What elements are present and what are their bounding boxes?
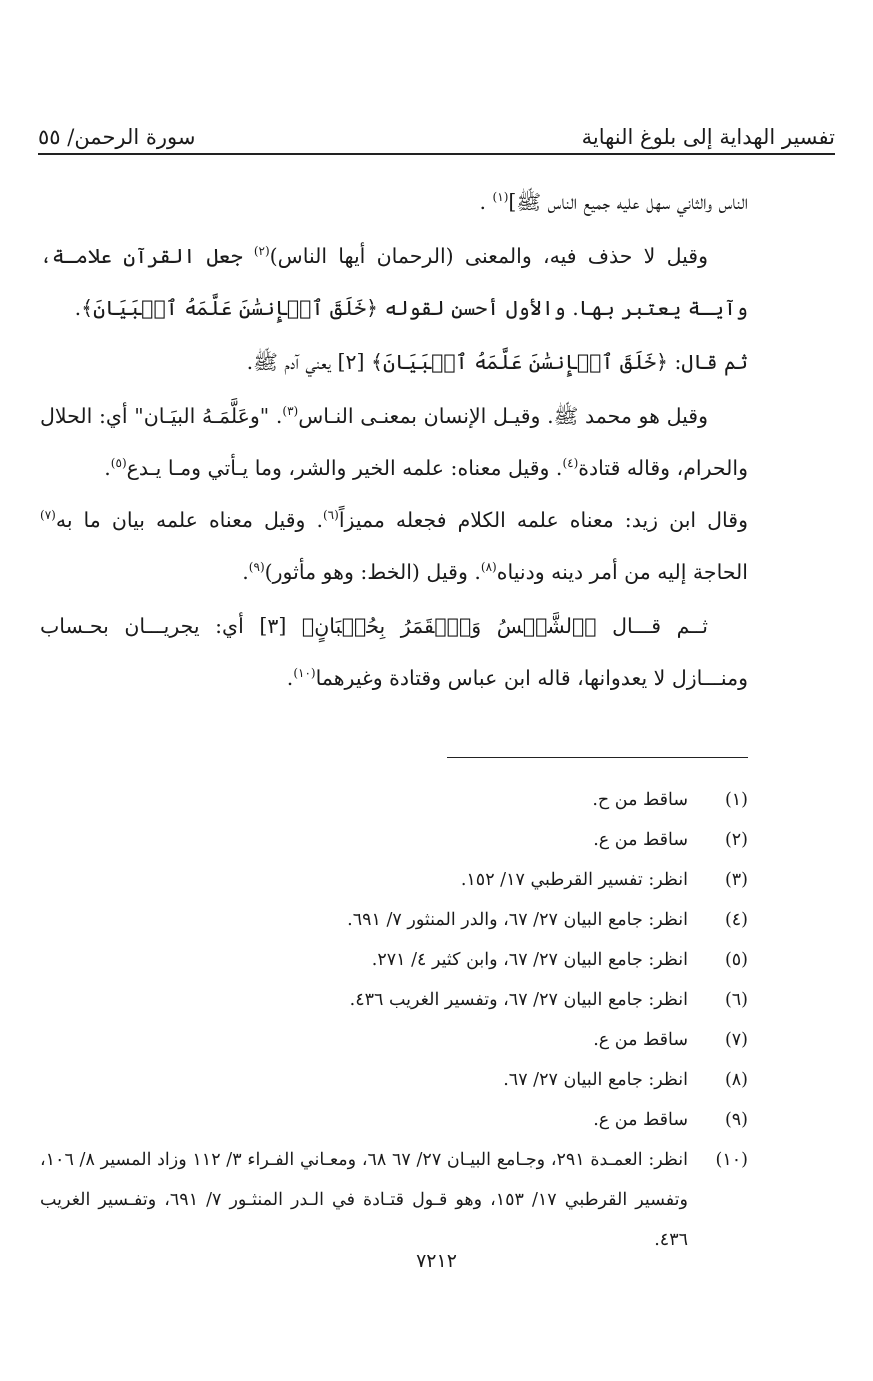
footnote-text: ساقط من ع. [593,1030,688,1050]
footnote-marker: (١) [492,190,509,205]
paragraph-4: وقيل هو محمد ﷺ. وقيـل الإنسان بمعنـى النـاس$^{(٣)}$. "وعَلَّمَـهُ البيَـان" أي: الحلال والحرام، وقاله قتادة$^{(٤)}$. وقيل معناه: علمه الخير والشر، وما يـأتي ومـا يـدع$^{(٥)}$. [40,404,748,480]
surah-info: سورة الرحمن/ ٥٥ [38,125,196,149]
footnote-number: (٦) [724,990,748,1010]
footnote-item [40,820,748,860]
footnote-number: (٢) [724,830,748,850]
footnote-text: انظر: جامع البيان ٢٧/ ٦٧، وتفسير الغريب ٤٣٦. [349,990,688,1010]
footnote-separator [447,757,748,758]
footnote-item [40,860,748,900]
book-title: تفسير الهداية إلى بلوغ النهاية [581,125,835,149]
main-text [40,176,748,704]
footnote-text: انظر: جامع البيان ٢٧/ ٦٧، وابن كثير ٤/ ٢٧١. [371,950,688,970]
footnote-text: ساقط من ح. [592,790,688,810]
running-header [38,112,835,148]
footnote-marker: (٣) [282,404,299,419]
footnote-marker: (٦) [322,508,339,523]
page-number: ٧٢١٢ [416,1250,457,1272]
paragraph-6: ثــم قـــال ﴿ٱلشَّمۡسُ وَٱلۡقَمَرُ بِحُسۡبَانٍ﴾ [٣] أي: يجريـــان بحـساب ومنـــازل لا يعدوانها، قاله ابن عباس وقتادة وغيرهما$^{(١٠)}$. [40,614,748,690]
footnote-text: انظر: العمـدة ٢٩١، وجـامع البيـان ٢٧/ ٦٧ ٦٨، ومعـاني الفـراء ٣/ ١١٢ وزاد المسير ٨/ ١٠٦، وتفسير القرطبي ١٧/ ١٥٣، وهو قـول قتـادة في الـدر المنثـور ٧/ ٦٩١، وتفـسير الغريب ٤٣٦. [40,1150,688,1250]
footnote-number: (٣) [724,870,748,890]
footnote-number: (٨) [724,1070,748,1090]
footnote-marker: (٤) [562,456,579,471]
footnote-text: انظر: جامع البيان ٢٧/ ٦٧، والدر المنثور ٧/ ٦٩١. [347,910,688,930]
footnote-marker: (٩) [248,560,265,575]
footnote-item [40,1140,748,1260]
footnote-item [40,940,748,980]
footnote-marker: (٥) [110,456,127,471]
paragraph-3: ثم قال: ﴿خَلَقَ ٱلۡإِنسَٰنَ عَلَّمَهُ ٱلۡبَيَانَ﴾ [٢] يعني آدم ﷺ. [246,350,748,374]
footnote-number: (٩) [724,1110,748,1130]
footnotes [40,780,748,1260]
footnote-item [40,900,748,940]
footnote-item [40,780,748,820]
footnote-number: (٤) [724,910,748,930]
paragraph-2: وقيل لا حذف فيه، والمعنى (الرحمان أيها الناس)$^{(٢)}$ جعل القرآن علامـة، وآيـة يعتبر بها. والأول أحسن لقوله ﴿خَلَقَ ٱلۡإِنسَٰنَ عَلَّمَهُ ٱلۡبَيَانَ﴾. [40,244,748,320]
footnote-number: (٥) [724,950,748,970]
footnote-text: ساقط من ع. [593,1110,688,1130]
paragraph-5: وقال ابن زيد: معناه علمه الكلام فجعله مميزاً$^{(٦)}$. وقيل معناه علمه بيان ما به$^{(٧)}$ الحاجة إليه من أمر دينه ودنياه$^{(٨)}$. وقيل (الخط: وهو مأثور)$^{(٩)}$. [40,508,748,584]
footnote-text: انظر: تفسير القرطبي ١٧/ ١٥٢. [460,870,688,890]
footnote-marker: (١٠) [293,666,316,681]
footnote-item [40,1100,748,1140]
footnote-text: ساقط من ع. [593,830,688,850]
footnote-number: (١) [724,790,748,810]
footnote-item [40,1060,748,1100]
paragraph-1: الناس والثاني سهل عليه جميع الناس ﷺ]$^{(١)}$ . [479,190,748,214]
footnote-number: (٧) [724,1030,748,1050]
footnote-marker: (٢) [253,244,270,259]
footnote-marker: (٨) [480,560,497,575]
footnote-marker: (٧) [40,508,56,523]
footnote-item [40,980,748,1020]
header-rule [38,153,835,155]
footnote-text: انظر: جامع البيان ٢٧/ ٦٧. [503,1070,688,1090]
footnote-number: (١٠) [715,1150,748,1170]
footnote-item [40,1020,748,1060]
